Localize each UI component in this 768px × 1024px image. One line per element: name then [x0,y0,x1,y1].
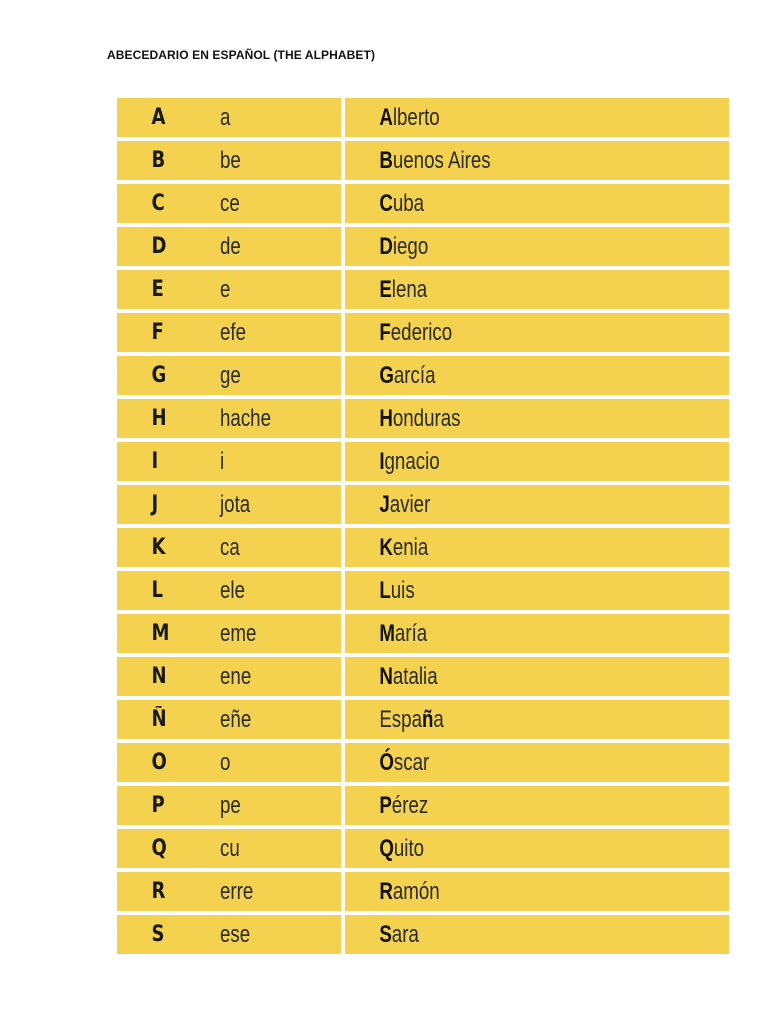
letter: H [151,406,167,431]
example-word [345,448,440,476]
letter-cell [117,313,341,352]
example-word [345,534,428,562]
letter: S [151,922,165,947]
letter-name: de [220,232,241,260]
alphabet-table [117,98,729,948]
example-highlight: ñ [421,705,434,733]
example-cell [345,528,729,567]
example-rest: uenos Aires [392,146,491,174]
example-rest: atalia [392,662,438,690]
example-cell [345,700,729,739]
example-highlight: D [379,232,393,260]
letter-name: ene [220,662,252,690]
example-cell [345,786,729,825]
letter: E [151,277,164,302]
letter: Ñ [151,707,167,732]
example-highlight: N [379,662,393,690]
letter-name: eme [220,619,257,647]
letter-cell [117,872,341,911]
table-row [117,872,729,911]
example-rest: uis [390,576,415,604]
example-cell [345,614,729,653]
example-rest: scar [393,748,430,776]
example-word [345,491,430,519]
letter-cell [117,786,341,825]
letter: I [151,449,159,474]
example-highlight: I [379,447,385,475]
example-word [345,835,424,863]
example-prefix: Espa [379,705,422,733]
example-highlight: A [379,103,393,131]
example-word [345,104,440,132]
table-row [117,356,729,395]
example-cell [345,141,729,180]
letter-name: eñe [220,705,252,733]
example-cell [345,829,729,868]
example-cell [345,485,729,524]
letter-cell [117,700,341,739]
table-row [117,614,729,653]
example-word [345,190,424,218]
example-word [345,706,444,734]
example-rest: aría [394,619,428,647]
example-cell [345,915,729,954]
letter-cell [117,485,341,524]
letter-name: erre [220,877,254,905]
example-highlight: K [379,533,393,561]
example-highlight: S [379,920,392,948]
letter: J [151,492,159,517]
example-word [345,663,438,691]
table-row [117,915,729,954]
letter-name: jota [220,490,251,518]
letter: N [151,664,167,689]
example-rest: gnacio [384,447,440,475]
letter-cell [117,141,341,180]
letter-cell [117,184,341,223]
letter-name: ca [220,533,240,561]
letter: K [151,535,166,560]
example-rest: uba [392,189,425,217]
letter: B [151,148,166,173]
example-word [345,233,428,261]
table-row [117,743,729,782]
letter-name: pe [220,791,241,819]
table-row [117,399,729,438]
example-cell [345,657,729,696]
letter-cell [117,743,341,782]
example-word [345,878,440,906]
example-rest: avier [389,490,431,518]
letter-name: ese [220,920,251,948]
example-cell [345,442,729,481]
example-rest: arcía [393,361,436,389]
example-highlight: P [379,791,392,819]
example-rest: érez [391,791,429,819]
example-word [345,921,419,949]
letter-cell [117,829,341,868]
table-row [117,485,729,524]
letter-cell [117,98,341,137]
letter: D [151,234,167,259]
example-cell [345,743,729,782]
example-word [345,362,436,390]
letter-cell [117,657,341,696]
example-highlight: J [379,490,390,518]
letter-cell [117,571,341,610]
letter-cell [117,614,341,653]
example-cell [345,356,729,395]
example-cell [345,227,729,266]
example-cell [345,270,729,309]
table-row [117,227,729,266]
letter-name: ge [220,361,241,389]
letter-name: be [220,146,241,174]
example-word [345,749,429,777]
table-row [117,442,729,481]
table-row [117,184,729,223]
example-word [345,577,415,605]
example-highlight: L [379,576,391,604]
example-highlight: M [379,619,395,647]
example-word [345,147,491,175]
example-word [345,792,428,820]
table-row [117,700,729,739]
letter: Q [151,836,167,861]
letter-name: o [220,748,231,776]
letter-name: ele [220,576,245,604]
letter: A [151,105,166,130]
letter-name: hache [220,404,272,432]
example-rest: amón [392,877,440,905]
example-rest: onduras [392,404,461,432]
letter: R [151,879,166,904]
table-row [117,571,729,610]
example-word [345,620,427,648]
example-highlight: G [379,361,394,389]
example-rest: enia [392,533,429,561]
example-word [345,405,461,433]
example-rest: ara [391,920,419,948]
letter-name: i [220,447,225,475]
letter-cell [117,915,341,954]
table-row [117,528,729,567]
table-row [117,657,729,696]
table-row [117,98,729,137]
alphabet-table-body [117,98,729,958]
example-highlight: H [379,404,393,432]
letter: M [151,621,170,646]
letter: C [151,191,165,216]
letter: L [151,578,163,603]
example-cell [345,872,729,911]
example-highlight: E [379,275,392,303]
table-row [117,313,729,352]
example-cell [345,399,729,438]
table-row [117,829,729,868]
table-row [117,141,729,180]
example-rest: a [433,705,444,733]
example-highlight: Q [379,834,394,862]
letter: G [151,363,167,388]
example-rest: iego [392,232,429,260]
example-rest: lberto [392,103,440,131]
example-highlight: B [379,146,393,174]
example-cell [345,184,729,223]
example-cell [345,571,729,610]
letter-cell [117,227,341,266]
example-cell [345,313,729,352]
letter-name: cu [220,834,240,862]
example-rest: uito [393,834,425,862]
letter-name: e [220,275,231,303]
page-title: ABECEDARIO EN ESPAÑOL (THE ALPHABET) [107,48,376,62]
letter-cell [117,442,341,481]
example-cell [345,98,729,137]
letter-cell [117,528,341,567]
example-highlight: C [379,189,393,217]
letter: O [151,750,167,775]
example-highlight: F [379,318,391,346]
letter-cell [117,399,341,438]
letter-cell [117,356,341,395]
letter-name: ce [220,189,240,217]
letter: P [151,793,165,818]
example-rest: lena [391,275,428,303]
example-word [345,276,427,304]
example-rest: ederico [390,318,453,346]
example-highlight: Ó [379,748,394,776]
letter-name: a [220,103,231,131]
example-word [345,319,452,347]
letter-cell [117,270,341,309]
table-row [117,270,729,309]
table-row [117,786,729,825]
letter-name: efe [220,318,247,346]
example-highlight: R [379,877,393,905]
letter: F [151,320,164,345]
